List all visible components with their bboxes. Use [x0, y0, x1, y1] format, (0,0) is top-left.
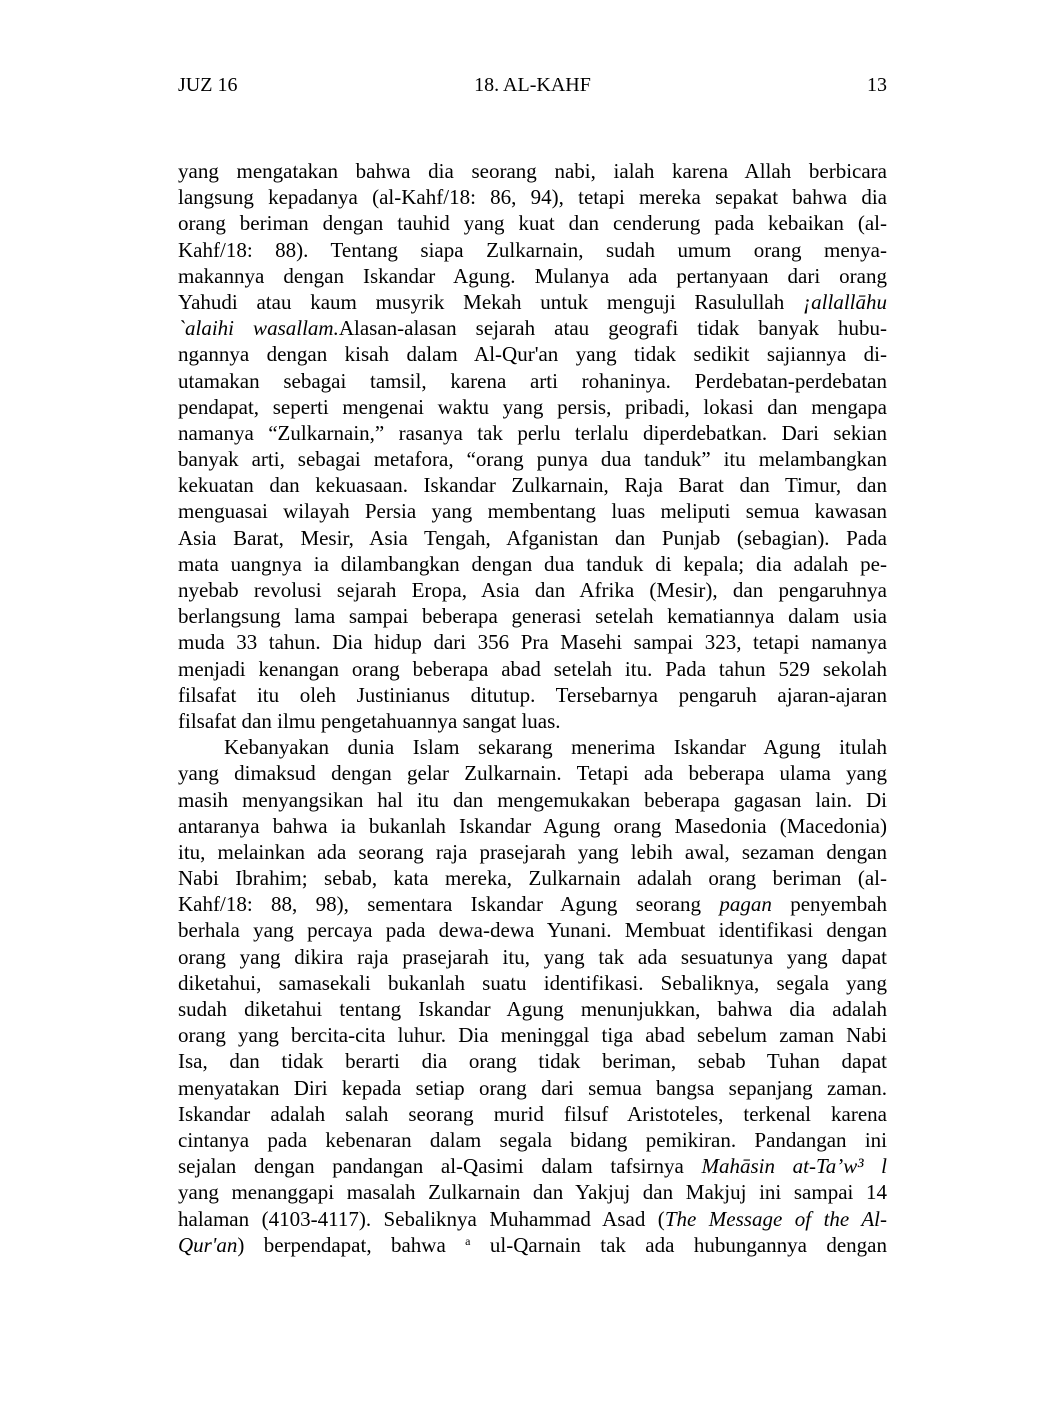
text-line [178, 760, 887, 786]
text-segment: diketahui, samasekali bukanlah suatu identifikasi. Sebaliknya, segala yang [178, 970, 887, 995]
text-line [178, 603, 887, 629]
text-line [178, 1206, 887, 1232]
text-line [178, 629, 887, 655]
chapter-title: 18. AL-KAHF [474, 74, 591, 96]
text-line [178, 656, 887, 682]
italic-text: Qur'an [178, 1232, 238, 1257]
text-segment: Nabi Ibrahim; sebab, kata mereka, Zulkarnain adalah orang beriman (al- [178, 866, 887, 891]
text-segment: yang menanggapi masalah Zulkarnain dan Yakjuj dan Makjuj ini sampai 14 [178, 1180, 887, 1205]
page-number: 13 [867, 74, 887, 96]
text-segment: orang yang bercita-cita luhur. Dia meninggal tiga abad sebelum zaman Nabi [178, 1023, 887, 1048]
text-line [178, 839, 887, 865]
text-line [178, 1075, 887, 1101]
text-segment: ngannya dengan kisah dalam Al-Qur'an yang tidak sedikit sajiannya di- [178, 342, 887, 367]
text-line [178, 263, 887, 289]
text-segment: muda 33 tahun. Dia hidup dari 356 Pra Masehi sampai 323, tetapi namanya [178, 630, 887, 655]
text-segment: antaranya bahwa ia bukanlah Iskandar Agung orang Masedonia (Macedonia) [178, 813, 887, 838]
text-line [178, 210, 887, 236]
superscript: a [465, 1233, 471, 1248]
text-line [178, 315, 887, 341]
text-line [178, 787, 887, 813]
text-line [178, 1179, 887, 1205]
text-line [178, 734, 887, 760]
text-line [178, 368, 887, 394]
text-segment: yang dimaksud dengan gelar Zulkarnain. Tetapi ada beberapa ulama yang [178, 761, 887, 786]
text-segment: filsafat dan ilmu pengetahuannya sangat luas. [178, 708, 561, 733]
text-line [178, 394, 887, 420]
text-line [178, 1048, 887, 1074]
text-line [178, 1101, 887, 1127]
body-text [178, 158, 887, 1258]
text-segment: berhala yang percaya pada dewa-dewa Yunani. Membuat identifikasi dengan [178, 918, 887, 943]
italic-text: Mahāsin at-Ta’w³ l [701, 1154, 887, 1179]
text-segment: Yahudi atau kaum musyrik Mekah untuk menguji Rasulullah [178, 289, 803, 314]
text-segment: masih menyangsikan hal itu dan mengemukakan beberapa gagasan lain. Di [178, 787, 887, 812]
text-line [178, 1127, 887, 1153]
text-line [178, 341, 887, 367]
text-segment: nyebab revolusi sejarah Eropa, Asia dan Afrika (Mesir), dan pengaruhnya [178, 578, 887, 602]
text-segment: cintanya pada kebenaran dalam segala bidang pemikiran. Pandangan ini [178, 1127, 887, 1152]
text-line [178, 1153, 887, 1179]
text-segment: mata uangnya ia dilambangkan dengan dua tanduk di kepala; dia adalah pe- [178, 551, 887, 576]
text-line [178, 525, 887, 551]
text-segment: sejalan dengan pandangan al-Qasimi dalam tafsirnya [178, 1154, 702, 1179]
text-line [178, 446, 887, 472]
italic-text: The Message of the Al- [664, 1206, 887, 1231]
text-line [178, 237, 887, 263]
text-line [178, 289, 887, 315]
text-line [178, 420, 887, 446]
text-segment: utamakan sebagai tamsil, karena arti rohaninya. Perdebatan-perdebatan [178, 368, 887, 393]
text-segment: Asia Barat, Mesir, Asia Tengah, Afganistan dan Punjab (sebagian). Pada [178, 525, 887, 550]
text-segment: Alasan-alasan sejarah atau geografi tidak banyak hubu- [338, 316, 887, 341]
text-line [178, 577, 887, 603]
text-segment: menjadi kenangan orang beberapa abad setelah itu. Pada tahun 529 sekolah [178, 656, 887, 681]
text-segment: banyak arti, sebagai metafora, “orang punya dua tanduk” itu melambangkan [178, 447, 887, 472]
italic-text: pagan [719, 892, 772, 917]
text-line [178, 813, 887, 839]
text-line [178, 1022, 887, 1048]
text-segment: ul-Qarnain tak ada hubungannya dengan [470, 1232, 887, 1257]
text-segment: itu, melainkan ada seorang raja prasejarah yang lebih awal, sezaman dengan [178, 839, 887, 864]
text-line [178, 970, 887, 996]
text-segment: Kahf/18: 88). Tentang siapa Zulkarnain, sudah umum orang menya- [178, 237, 887, 262]
text-segment: kekuatan dan kekuasaan. Iskandar Zulkarnain, Raja Barat dan Timur, dan [178, 473, 887, 498]
text-line [178, 996, 887, 1022]
text-segment: Isa, dan tidak berarti dia orang tidak beriman, sebab Tuhan dapat [178, 1049, 887, 1074]
text-segment: pendapat, seperti mengenai waktu yang persis, pribadi, lokasi dan mengapa [178, 394, 887, 419]
text-segment: makannya dengan Iskandar Agung. Mulanya ada pertanyaan dari orang [178, 263, 887, 288]
italic-text: `alaihi wasallam. [178, 316, 339, 341]
text-segment: menguasai wilayah Persia yang membentang luas meliputi semua kawasan [178, 499, 887, 524]
text-line [178, 708, 887, 734]
text-segment: namanya “Zulkarnain,” rasanya tak perlu terlalu diperdebatkan. Dari sekian [178, 420, 887, 445]
text-segment: menyatakan Diri kepada setiap orang dari semua bangsa sepanjang zaman. [178, 1075, 887, 1100]
text-line [178, 1232, 887, 1258]
running-header [178, 74, 887, 104]
text-segment: yang mengatakan bahwa dia seorang nabi, ialah karena Allah berbicara [178, 159, 887, 183]
text-segment: Kahf/18: 88, 98), sementara Iskandar Agung seorang [178, 892, 720, 917]
text-segment: orang beriman dengan tauhid yang kuat dan cenderung pada kebaikan (al- [178, 211, 887, 236]
text-line [178, 682, 887, 708]
text-line [178, 158, 887, 184]
text-segment: langsung kepadanya (al-Kahf/18: 86, 94), tetapi mereka sepakat bahwa dia [178, 185, 887, 210]
italic-text: ¡allallāhu [802, 289, 887, 314]
text-line [178, 891, 887, 917]
text-segment: halaman (4103-4117). Sebaliknya Muhammad Asad ( [178, 1206, 665, 1231]
text-line [178, 865, 887, 891]
text-segment: filsafat itu oleh Justinianus ditutup. Tersebarnya pengaruh ajaran-ajaran [178, 682, 887, 707]
text-segment: penyembah [771, 892, 887, 917]
text-line [178, 472, 887, 498]
text-line [178, 551, 887, 577]
text-segment: Iskandar adalah salah seorang murid filsuf Aristoteles, terkenal karena [178, 1101, 887, 1126]
text-segment: ) berpendapat, bahwa [237, 1232, 466, 1257]
text-segment: sudah diketahui tentang Iskandar Agung menunjukkan, bahwa dia adalah [178, 997, 887, 1021]
text-line [178, 944, 887, 970]
juz-label: JUZ 16 [178, 74, 238, 96]
text-segment: berlangsung lama sampai beberapa generasi setelah kematiannya dalam usia [178, 604, 887, 629]
text-segment: Kebanyakan dunia Islam sekarang menerima Iskandar Agung itulah [224, 735, 887, 760]
text-line [178, 184, 887, 210]
text-line [178, 917, 887, 943]
text-line [178, 498, 887, 524]
text-segment: orang yang dikira raja prasejarah itu, yang tak ada sesuatunya yang dapat [178, 944, 887, 969]
